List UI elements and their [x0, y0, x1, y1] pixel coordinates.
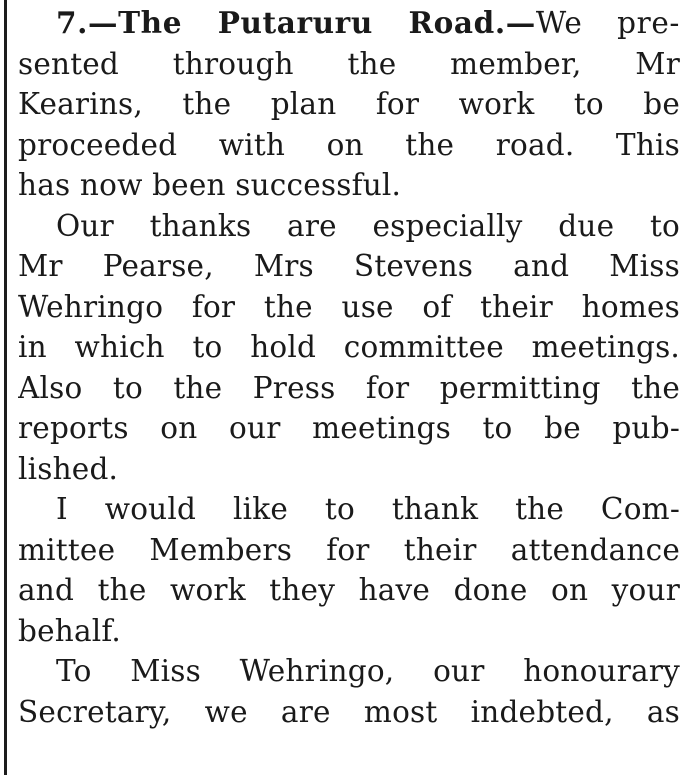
paragraph-line: Our thanks are especially due to: [56, 208, 680, 243]
paragraph-line: Wehringo for the use of their homes: [18, 289, 680, 324]
paragraph-line: and the work they have done on your: [18, 573, 680, 607]
paragraph-committee: [18, 489, 680, 651]
paragraph-line: reports on our meetings to be pub-: [18, 411, 680, 445]
paragraph-line: mittee Members for their attendance: [18, 532, 680, 567]
paragraph-line: [18, 3, 680, 44]
paragraph-secretary: [18, 651, 680, 732]
paragraph-line: Mr Pearse, Mrs Stevens and Miss: [18, 249, 680, 283]
paragraph-line: lished.: [18, 451, 119, 486]
paragraph-line: To Miss Wehringo, our honourary: [56, 654, 680, 688]
line-text: We pre-: [535, 6, 680, 40]
paragraph-line: proceeded with on the road. This: [18, 127, 680, 162]
column-rule: [4, 0, 7, 775]
paragraph-line: in which to hold committee meetings.: [18, 330, 680, 364]
paragraph-thanks: [18, 206, 680, 490]
paragraph-line: Also to the Press for permitting the: [18, 370, 680, 405]
section-heading: 7.—The Putaruru Road.—: [56, 5, 536, 40]
paragraph-line: Kearins, the plan for work to be: [18, 87, 680, 121]
paragraph-line: behalf.: [18, 613, 122, 648]
paragraph-line: Secretary, we are most indebted, as: [18, 694, 680, 729]
paragraph-line: sented through the member, Mr: [18, 46, 680, 81]
paragraph-line: has now been successful.: [18, 168, 402, 202]
paragraph-putaruru-road: [18, 3, 680, 206]
paragraph-line: I would like to thank the Com-: [56, 492, 680, 526]
newspaper-article: [18, 3, 680, 732]
